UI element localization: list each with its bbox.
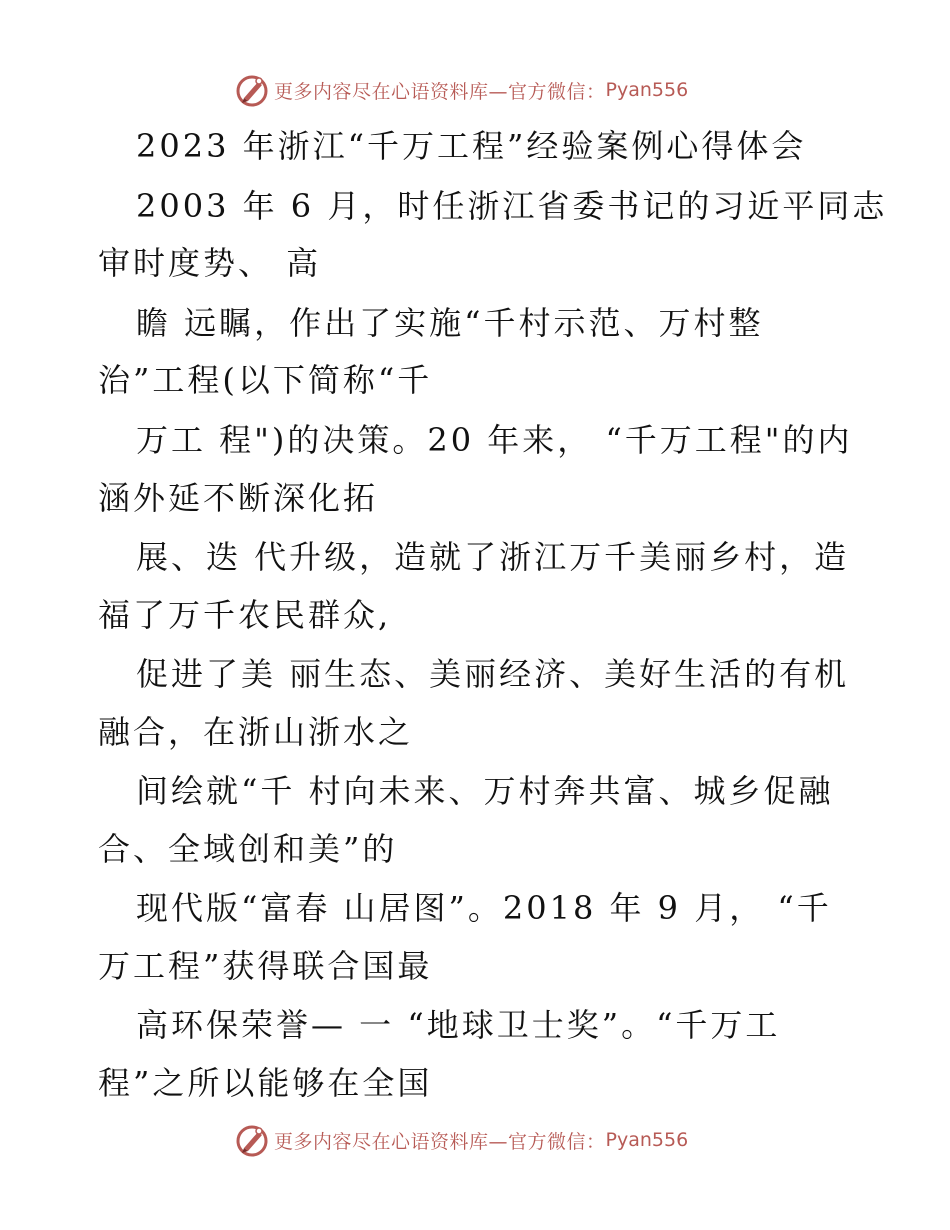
header-banner: [234, 70, 688, 110]
footer-banner-text: 更多内容尽在心语资料库—官方微信：: [274, 1130, 606, 1153]
pen-circle-logo-icon: [234, 1122, 270, 1158]
text-line: 审时度势、 高: [98, 244, 322, 282]
pen-circle-logo-icon: [234, 72, 270, 108]
text-line: 福了万千农民群众,: [98, 596, 392, 634]
document-title: 2023 年浙江“千万工程”经验案例心得体会: [136, 127, 807, 165]
text-line: 促进了美 丽生态、美丽经济、美好生活的有机: [136, 655, 850, 693]
footer-banner-wechat-id: Pyan556: [605, 1129, 689, 1151]
footer-banner: [234, 1120, 688, 1160]
text-line: 展、迭 代升级，造就了浙江万千美丽乡村，造: [136, 538, 850, 576]
text-line: 现代版“富春 山居图”。2018 年 9 月， “千: [136, 889, 832, 927]
text-line: 治”工程(以下简称“千: [98, 361, 433, 399]
text-line: 2003 年 6 月，时任浙江省委书记的习近平同志: [136, 187, 888, 225]
text-line: 合、全域创和美”的: [98, 830, 398, 868]
text-line: 万工 程")的决策。20 年来， “千万工程"的内: [136, 421, 853, 459]
header-banner-text: 更多内容尽在心语资料库—官方微信：: [274, 80, 606, 103]
text-line: 融合，在浙山浙水之: [98, 713, 414, 751]
header-banner-wechat-id: Pyan556: [605, 79, 689, 101]
text-line: 间绘就“千 村向未来、万村奔共富、城乡促融: [136, 772, 834, 810]
text-line: 高环保荣誉— 一 “地球卫士奖”。“千万工: [136, 1006, 781, 1044]
text-line: 万工程”获得联合国最: [98, 947, 433, 985]
text-line: 涵外延不断深化拓: [98, 479, 379, 517]
text-line: 程”之所以能够在全国: [98, 1064, 433, 1102]
text-line: 瞻 远瞩，作出了实施“千村示范、万村整: [136, 304, 764, 342]
